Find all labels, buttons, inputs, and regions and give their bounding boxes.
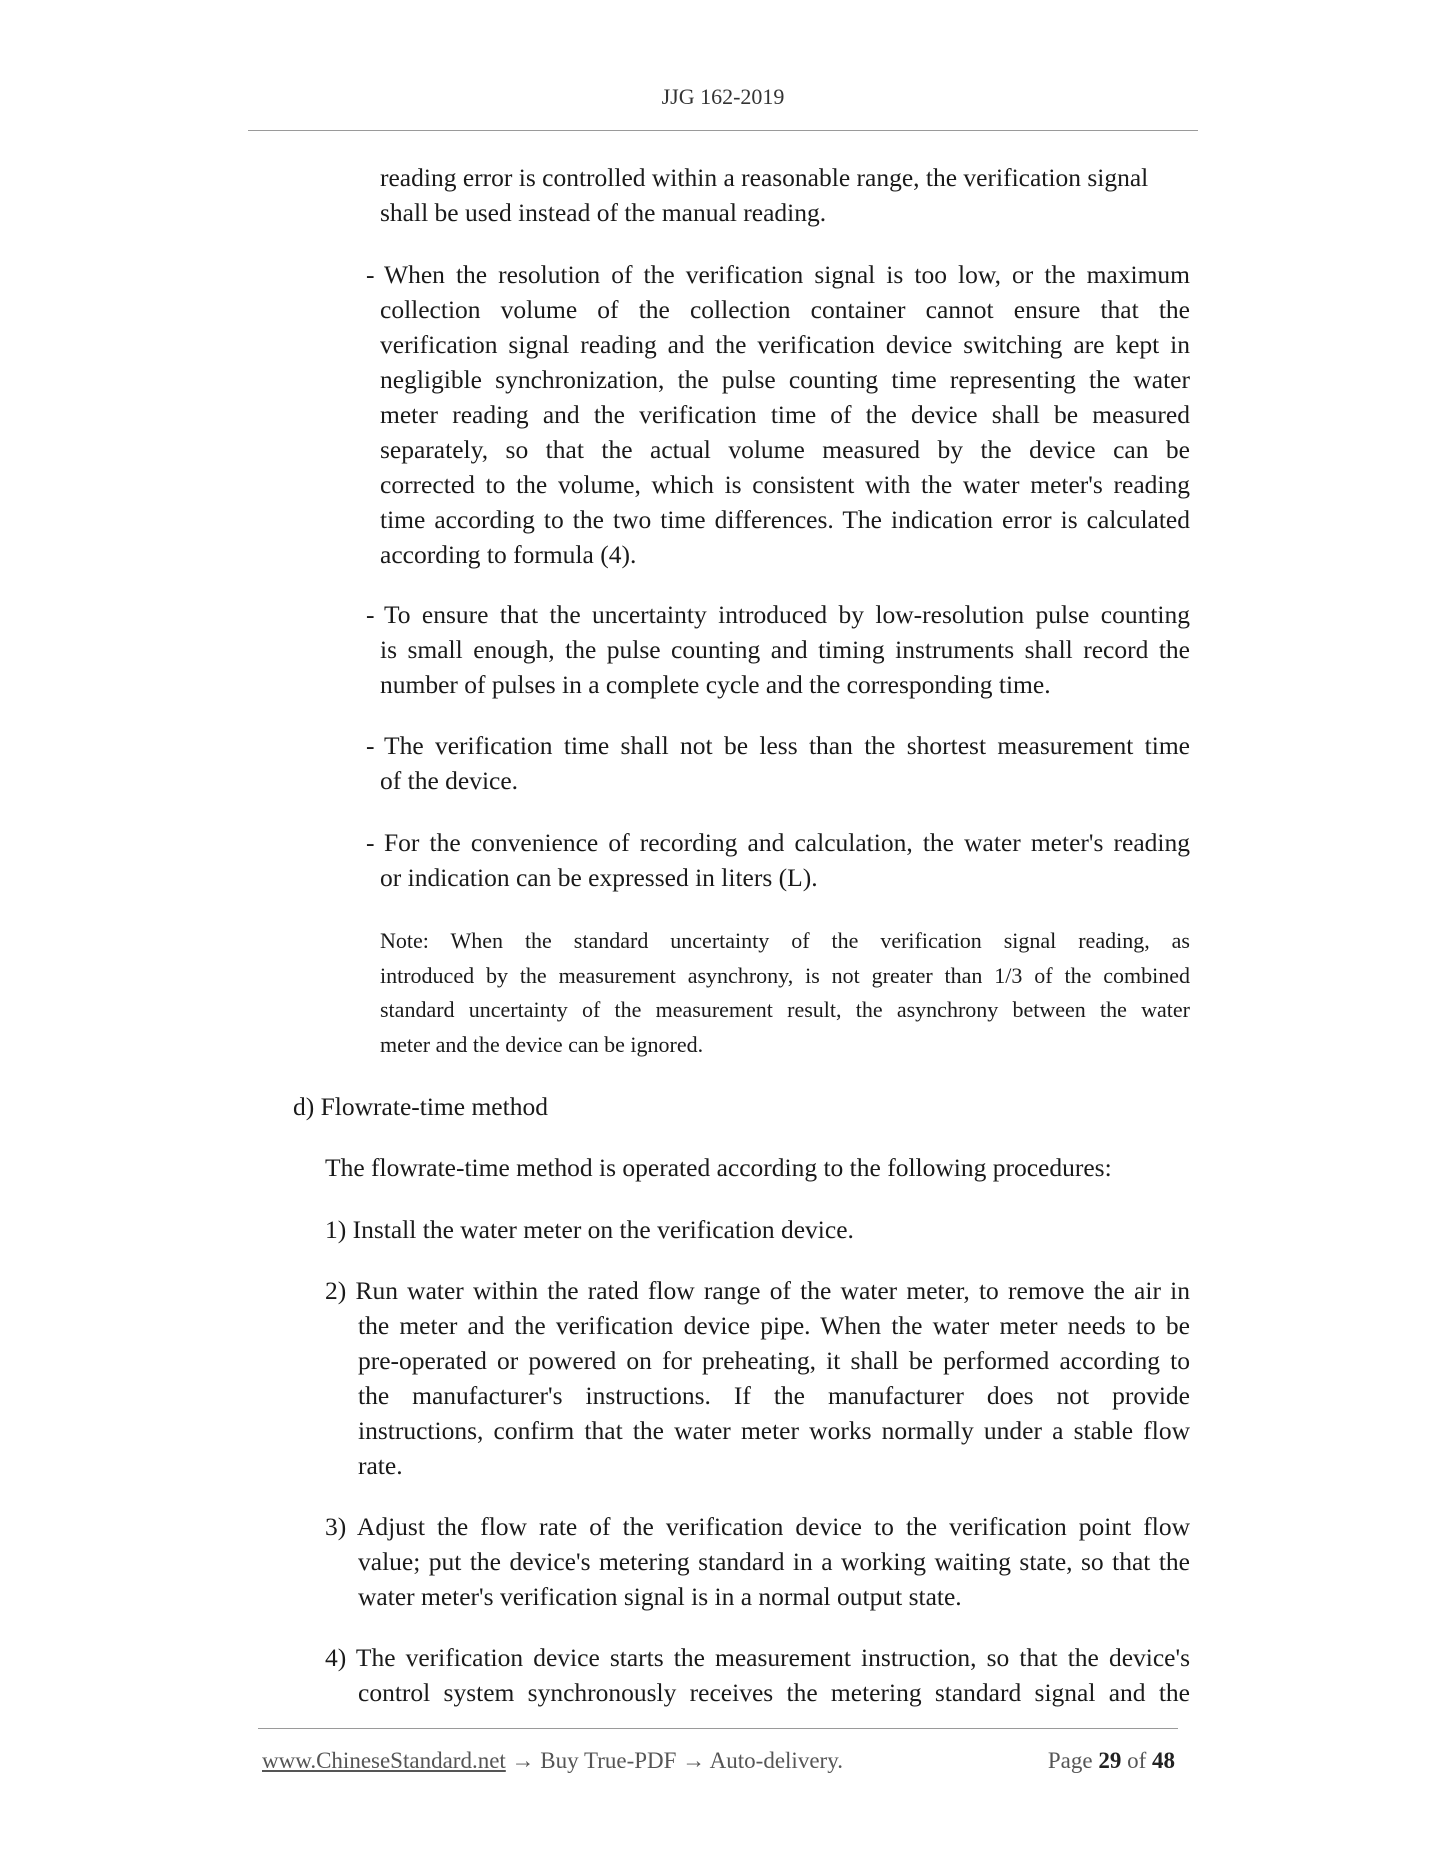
- page-total: 48: [1152, 1748, 1175, 1773]
- bullet-dash: -: [366, 731, 375, 760]
- bullet-line: or indication can be expressed in liters (L).: [380, 863, 818, 892]
- cont-line-1: reading error is controlled within a reasonable range, the verification signal: [380, 163, 1149, 192]
- bullet-line: according to formula (4).: [380, 540, 637, 569]
- bullet-line: number of pulses in a complete cycle and the corresponding time.: [380, 670, 1051, 699]
- page-indicator: [1048, 1748, 1175, 1774]
- bullet-line: separately, so that the actual volume measured by the device can be: [380, 435, 1190, 464]
- bullet-line: is small enough, the pulse counting and timing instruments shall record the: [380, 635, 1190, 664]
- step-line: pre-operated or powered on for preheating, it shall be performed according to: [358, 1346, 1190, 1375]
- header-divider: [248, 130, 1198, 131]
- step-line: control system synchronously receives the metering standard signal and the: [358, 1678, 1190, 1707]
- buy-pdf-text: Buy True-PDF: [540, 1748, 677, 1773]
- bullet-line: of the device.: [380, 766, 519, 795]
- cont-line-2: shall be used instead of the manual reading.: [380, 198, 827, 227]
- of-label: of: [1127, 1748, 1147, 1773]
- bullet-line: time according to the two time differences. The indication error is calculated: [380, 505, 1190, 534]
- note-line: standard uncertainty of the measurement result, the asynchrony between the water: [380, 997, 1190, 1022]
- step-line: 4) The verification device starts the measurement instruction, so that the device's: [325, 1643, 1190, 1672]
- bullet-line: meter reading and the verification time of the device shall be measured: [380, 400, 1190, 429]
- bullet-line: corrected to the volume, which is consistent with the water meter's reading: [380, 470, 1190, 499]
- delivery-text: Auto-delivery.: [709, 1748, 843, 1773]
- note-line: meter and the device can be ignored.: [380, 1031, 704, 1057]
- step-line: water meter's verification signal is in a normal output state.: [358, 1582, 962, 1611]
- step-line: 3) Adjust the flow rate of the verification device to the verification point flow: [325, 1512, 1190, 1541]
- bullet-line: verification signal reading and the verification device switching are kept in: [380, 330, 1190, 359]
- site-link[interactable]: www.ChineseStandard.net: [262, 1748, 506, 1773]
- footer-promo: [262, 1748, 843, 1774]
- step-line: the manufacturer's instructions. If the manufacturer does not provide: [358, 1381, 1190, 1410]
- step-line: value; put the device's metering standard in a working waiting state, so that the: [358, 1547, 1190, 1576]
- note-line: Note: When the standard uncertainty of the verification signal reading, as: [380, 928, 1190, 953]
- arrow-right-icon: →: [682, 1748, 706, 1773]
- bullet-line: negligible synchronization, the pulse counting time representing the water: [380, 365, 1190, 394]
- section-heading: d) Flowrate-time method: [293, 1092, 548, 1121]
- bullet-dash: -: [366, 828, 375, 857]
- step-line: 2) Run water within the rated flow range of the water meter, to remove the air in: [325, 1276, 1190, 1305]
- page-number: 29: [1098, 1748, 1122, 1773]
- bullet-dash: -: [366, 600, 375, 629]
- bullet-dash: -: [366, 260, 375, 289]
- bullet-line: When the resolution of the verification signal is too low, or the maximum: [384, 260, 1190, 289]
- page-header: JJG 162-2019: [661, 84, 785, 109]
- procedure-intro: The flowrate-time method is operated according to the following procedures:: [325, 1153, 1112, 1182]
- bullet-line: To ensure that the uncertainty introduced by low-resolution pulse counting: [384, 600, 1190, 629]
- footer-divider: [258, 1728, 1178, 1729]
- arrow-right-icon: →: [511, 1748, 535, 1773]
- page-label: Page: [1047, 1748, 1093, 1773]
- bullet-line: collection volume of the collection container cannot ensure that the: [380, 295, 1190, 324]
- bullet-line: For the convenience of recording and calculation, the water meter's reading: [384, 828, 1190, 857]
- step-line: rate.: [358, 1451, 403, 1480]
- step-1: 1) Install the water meter on the verification device.: [325, 1215, 854, 1244]
- step-line: instructions, confirm that the water meter works normally under a stable flow: [358, 1416, 1190, 1445]
- step-line: the meter and the verification device pipe. When the water meter needs to be: [358, 1311, 1190, 1340]
- note-line: introduced by the measurement asynchrony, is not greater than 1/3 of the combined: [380, 962, 1190, 988]
- bullet-line: The verification time shall not be less than the shortest measurement time: [384, 731, 1190, 760]
